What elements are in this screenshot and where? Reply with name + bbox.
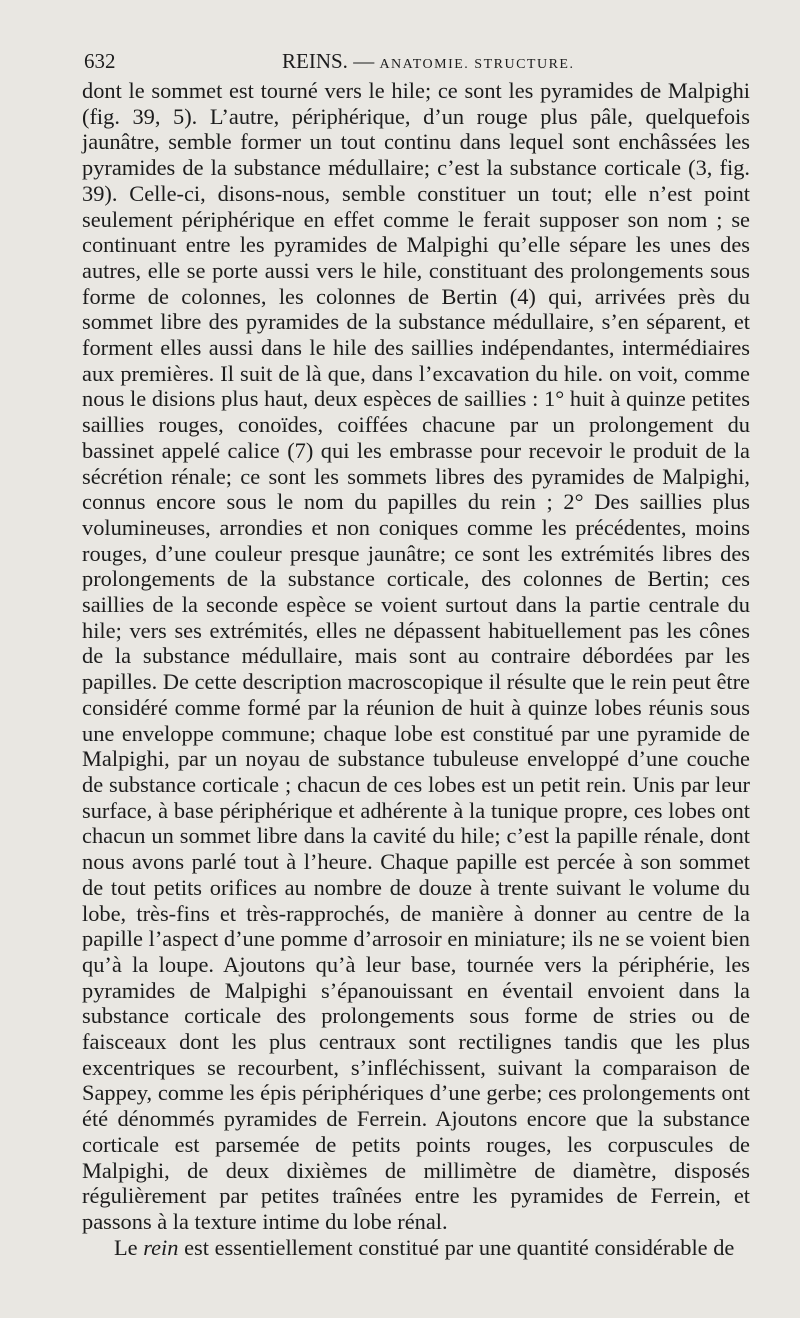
running-head-dash: — [353, 49, 375, 73]
running-head-title: REINS. [282, 49, 348, 73]
body-text [82, 78, 750, 1260]
paragraph-emphasis: rein [143, 1234, 179, 1260]
paragraph-lead: Le [114, 1234, 138, 1260]
running-head-subtitle: ANATOMIE. STRUCTURE. [379, 57, 575, 72]
paragraph-continued: dont le sommet est tourné vers le hile; ce sont les pyramides de Malpighi (fig. 39, 5). L’autre, périphérique, d’un rouge plus pâle, quelquefois jaunâtre, semble former un tout continu dans lequel sont enchâssées les pyramides de la substance médullaire; c’est la substance corticale (3, fig. 39). Celle-ci, disons-nous, semble constituer un tout; elle n’est point seulement périphérique en effet comme le ferait supposer son nom ; se continuant entre les pyramides de Malpighi qu’elle sépare les unes des autres, elle se porte aussi vers le hile, constituant des prolongements sous forme de colonnes, les colonnes de Bertin (4) qui, arrivées près du sommet libre des pyramides de la substance médullaire, s’en séparent, et forment elles aussi dans le hile des saillies indépendantes, intermédiaires aux premières. Il suit de là que, dans l’excavation du hile. on voit, comme nous le disions plus haut, deux espèces de saillies : 1° huit à quinze petites saillies rouges, conoïdes, coiffées chacune par un prolongement du bassinet appelé calice (7) qui les embrasse pour recevoir le produit de la sécrétion rénale; ce sont les sommets libres des pyramides de Malpighi, connus encore sous le nom du papilles du rein ; 2° Des saillies plus volumineuses, arrondies et non coniques comme les précédentes, moins rouges, d’une couleur presque jaunâtre; ce sont les extrémités libres des prolongements de la substance corticale, des colonnes de Bertin; ces saillies de la seconde espèce se voient surtout dans la partie centrale du hile; vers ses extrémités, elles ne dépassent habituellement pas les cônes de la substance médullaire, mais sont au contraire débordées par les papilles. De cette description macroscopique il résulte que le rein peut être considéré comme formé par la réunion de huit à quinze lobes réunis sous une enveloppe commune; chaque lobe est constitué par une pyramide de Malpighi, par un noyau de substance tubuleuse enveloppé d’une couche de substance corticale ; chacun de ces lobes est un petit rein. Unis par leur surface, à base périphérique et adhérente à la tunique propre, ces lobes ont chacun un sommet libre dans la cavité du hile; c’est la papille rénale, dont nous avons parlé tout à l’heure. Chaque papille est percée à son sommet de tout petits orifices au nombre de douze à trente suivant le volume du lobe, très-fins et très-rapprochés, de manière à donner au centre de la papille l’aspect d’une pomme d’arrosoir en miniature; ils ne se voient bien qu’à la loupe. Ajoutons qu’à leur base, tournée vers la périphérie, les pyramides de Malpighi s’épanouissant en éventail envoient dans la substance corticale des prolongements sous forme de stries ou de faisceaux dont les plus centraux sont rectilignes tandis que les plus excentriques se recourbent, s’infléchissent, suivant la comparaison de Sappey, comme les épis périphériques d’une gerbe; ces prolongements ont été dénommés pyramides de Ferrein. Ajoutons encore que la substance corticale est parsemée de petits points rouges, les corpuscules de Malpighi, de deux dixièmes de millimètre de diamètre, disposés régulièrement par petites traînées entre les pyramides de Ferrein, et passons à la texture intime du lobe rénal. [82, 78, 750, 1234]
page-number: 632 [84, 49, 116, 73]
paragraph-text: est essentiellement constitué par une quantité considérable de [184, 1234, 735, 1260]
running-head [282, 46, 574, 80]
paragraph-new [82, 1235, 750, 1261]
running-header [84, 46, 750, 76]
